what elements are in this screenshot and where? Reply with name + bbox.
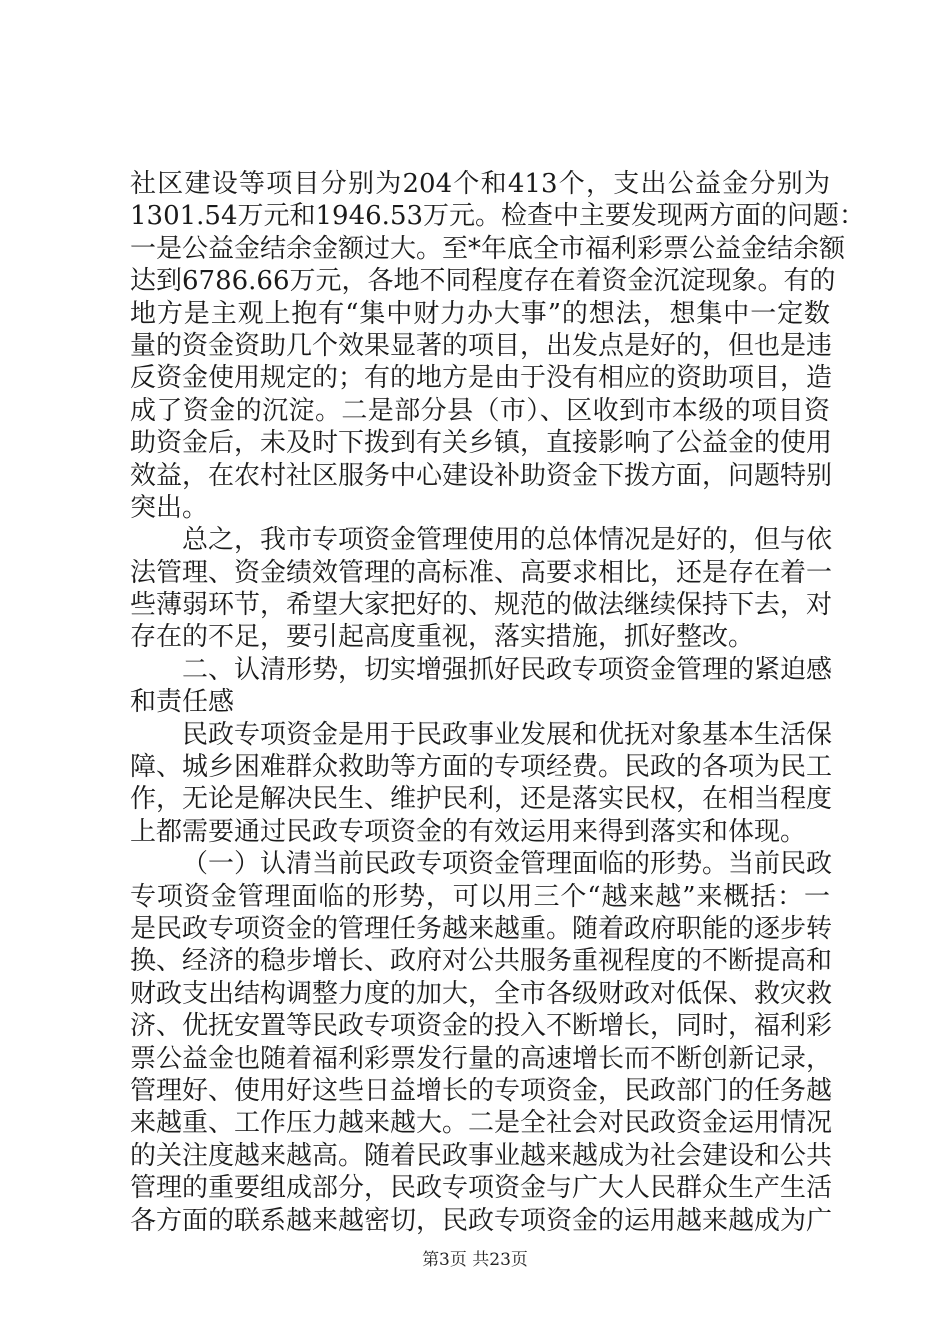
section-heading-line: 和责任感 [130, 687, 235, 718]
text-line: 票公益金也随着福利彩票发行量的高速增长而不断创新记录， [130, 1043, 833, 1074]
text-line: 量的资金资助几个效果显著的项目，出发点是好的，但也是违 [130, 330, 833, 361]
paragraph-first-line: 民政专项资金是用于民政事业发展和优抚对象基本生活保 [182, 719, 833, 750]
text-line: 突出。 [130, 492, 209, 523]
section-heading-line: 二、认清形势，切实增强抓好民政专项资金管理的紧迫感 [182, 654, 833, 685]
page-number-footer: 第3页 共23页 [422, 1250, 528, 1270]
text-line: 管理好、使用好这些日益增长的专项资金，民政部门的任务越 [130, 1075, 833, 1106]
text-line: 一是公益金结余金额过大。至*年底全市福利彩票公益金结余额 [130, 233, 846, 264]
text-line: 达到6786.66万元，各地不同程度存在着资金沉淀现象。有的 [130, 266, 836, 297]
text-line: 1301.54万元和1946.53万元。检查中主要发现两方面的问题： [130, 201, 866, 232]
text-line: 反资金使用规定的；有的地方是由于没有相应的资助项目，造 [130, 363, 833, 394]
text-line: 成了资金的沉淀。二是部分县（市）、区收到市本级的项目资 [130, 395, 830, 426]
text-line: 济、优抚安置等民政专项资金的投入不断增长，同时，福利彩 [130, 1011, 833, 1042]
text-line: 来越重、工作压力越来越大。二是全社会对民政资金运用情况 [130, 1108, 833, 1139]
text-line: 法管理、资金绩效管理的高标准、高要求相比，还是存在着一 [130, 557, 833, 588]
text-line: 些薄弱环节，希望大家把好的、规范的做法继续保持下去，对 [130, 590, 833, 621]
text-line: 社区建设等项目分别为204个和413个，支出公益金分别为 [130, 169, 830, 199]
text-line: 效益，在农村社区服务中心建设补助资金下拨方面，问题特别 [130, 460, 833, 491]
text-line: 财政支出结构调整力度的加大，全市各级财政对低保、救灾救 [130, 978, 833, 1009]
text-line: 助资金后，未及时下拨到有关乡镇，直接影响了公益金的使用 [130, 428, 833, 459]
text-line: 作，无论是解决民生、维护民利，还是落实民权，在相当程度 [130, 784, 833, 815]
text-line: 地方是主观上抱有“集中财力办大事”的想法，想集中一定数 [130, 298, 830, 329]
paragraph-first-line: （一）认清当前民政专项资金管理面临的形势。当前民政 [182, 849, 833, 880]
text-line: 障、城乡困难群众救助等方面的专项经费。民政的各项为民工 [130, 752, 833, 783]
paragraph-first-line: 总之，我市专项资金管理使用的总体情况是好的，但与依 [182, 525, 833, 556]
text-line: 管理的重要组成部分，民政专项资金与广大人民群众生产生活 [130, 1173, 833, 1204]
text-line: 是民政专项资金的管理任务越来越重。随着政府职能的逐步转 [130, 913, 833, 944]
text-line: 的关注度越来越高。随着民政事业越来越成为社会建设和公共 [130, 1140, 833, 1171]
text-line: 各方面的联系越来越密切，民政专项资金的运用越来越成为广 [130, 1205, 833, 1236]
document-body [130, 168, 866, 1237]
text-line: 专项资金管理面临的形势，可以用三个“越来越”来概括：一 [130, 881, 830, 912]
text-line: 上都需要通过民政专项资金的有效运用来得到落实和体现。 [130, 816, 807, 847]
text-line: 存在的不足，要引起高度重视，落实措施，抓好整改。 [130, 622, 755, 653]
text-line: 换、经济的稳步增长、政府对公共服务重视程度的不断提高和 [130, 946, 833, 977]
